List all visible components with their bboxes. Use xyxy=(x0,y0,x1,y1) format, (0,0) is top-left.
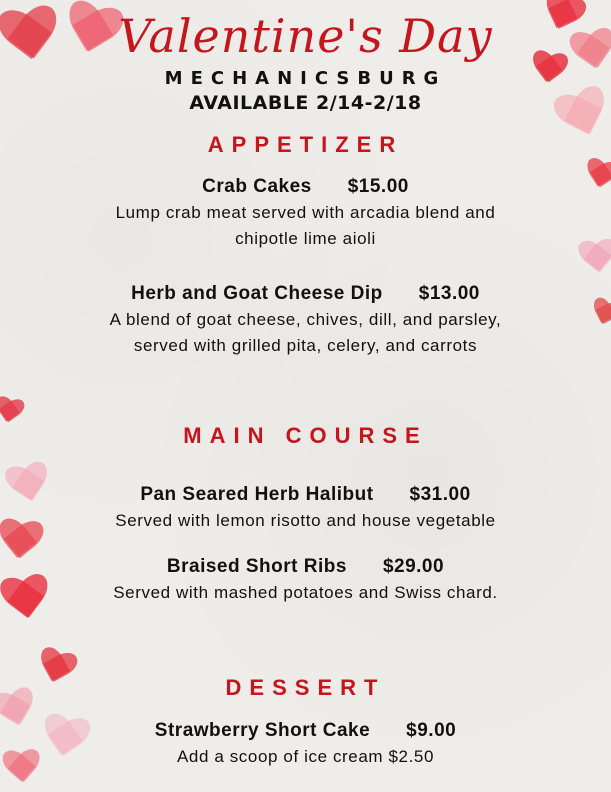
section-title-dessert: DESSERT xyxy=(225,675,386,700)
section-title-main-course: MAIN COURSE xyxy=(183,423,428,448)
menu-item-price: $9.00 xyxy=(406,720,457,741)
menu-item-price: $31.00 xyxy=(409,484,471,505)
page-title: Valentine's Day xyxy=(118,9,493,63)
menu-item-header xyxy=(0,720,611,742)
menu-item-description xyxy=(0,508,611,534)
menu-item-price: $15.00 xyxy=(347,176,409,197)
menu-item-description xyxy=(0,580,611,606)
menu-item-name: Pan Seared Herb Halibut xyxy=(140,484,374,505)
description-line: served with grilled pita, celery, and carrots xyxy=(133,336,478,355)
menu-item-name: Crab Cakes xyxy=(202,176,312,197)
description-line: chipotle lime aioli xyxy=(235,229,376,248)
menu-item xyxy=(0,176,611,252)
menu-item-description xyxy=(0,744,611,770)
menu-item-header xyxy=(0,176,611,198)
description-line: Served with lemon risotto and house vegetable xyxy=(115,511,496,530)
menu-item-name: Strawberry Short Cake xyxy=(154,720,371,741)
menu-item-header xyxy=(0,556,611,578)
menu-item-header xyxy=(0,484,611,506)
menu-item-description xyxy=(0,307,611,359)
section-title-appetizer: APPETIZER xyxy=(207,132,404,157)
menu-item xyxy=(0,484,611,534)
menu-item xyxy=(0,720,611,770)
menu-item-description xyxy=(0,200,611,252)
menu-item-price: $13.00 xyxy=(418,283,480,304)
location-label: MECHANICSBURG xyxy=(164,68,447,89)
menu-item xyxy=(0,283,611,359)
availability-label: AVAILABLE 2/14-2/18 xyxy=(189,92,422,114)
menu-item-name: Braised Short Ribs xyxy=(166,556,347,577)
menu-item xyxy=(0,556,611,606)
menu-item-price: $29.00 xyxy=(382,556,445,577)
description-line: Served with mashed potatoes and Swiss chard. xyxy=(113,583,498,602)
menu-item-name: Herb and Goat Cheese Dip xyxy=(131,283,383,304)
menu-item-header xyxy=(0,283,611,305)
description-line: Lump crab meat served with arcadia blend and xyxy=(115,203,496,222)
description-line: A blend of goat cheese, chives, dill, and parsley, xyxy=(109,310,502,329)
description-line: Add a scoop of ice cream $2.50 xyxy=(176,747,435,766)
